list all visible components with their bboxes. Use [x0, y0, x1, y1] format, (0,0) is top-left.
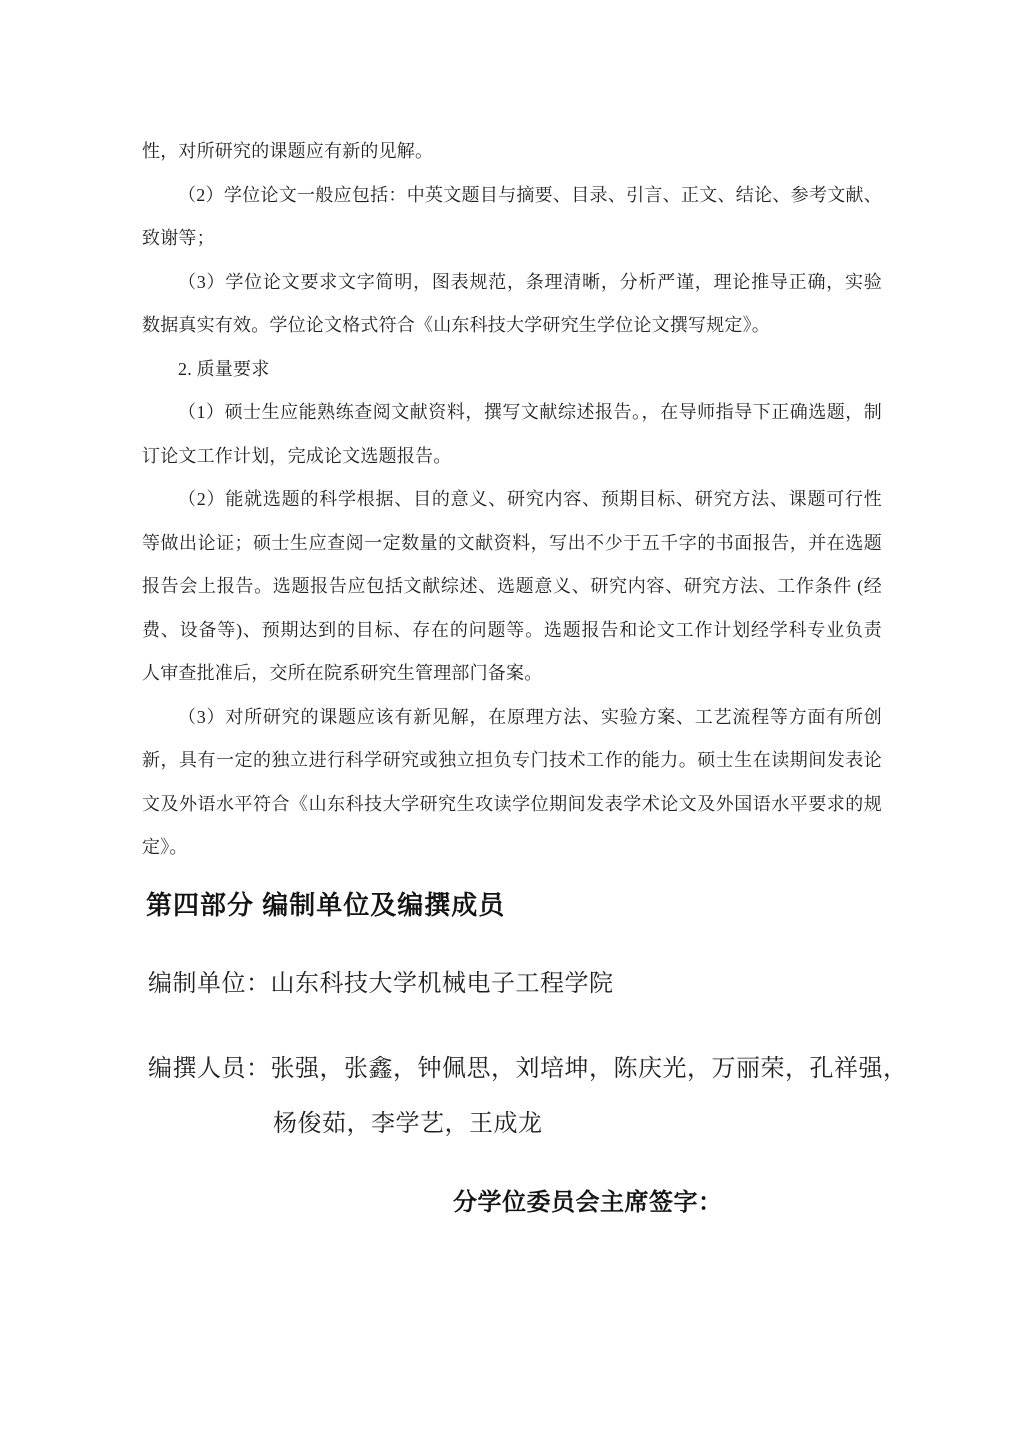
- paragraph-line: 文及外语水平符合《山东科技大学研究生攻读学位期间发表学术论文及外国语水平要求的规: [142, 793, 882, 814]
- list-heading-line: 2. 质量要求: [178, 358, 270, 379]
- paragraph-line: 数据真实有效。学位论文格式符合《山东科技大学研究生学位论文撰写规定》。: [142, 315, 770, 335]
- paragraph-line: 报告会上报告。选题报告应包括文献综述、选题意义、研究内容、研究方法、工作条件 (经: [142, 576, 882, 596]
- paragraph-line: 人审查批准后，交所在院系研究生管理部门备案。: [142, 663, 543, 683]
- paragraph-line: 致谢等；: [142, 228, 215, 248]
- paragraph-line: 性，对所研究的课题应有新的见解。: [142, 141, 434, 161]
- paragraph-line: （2）能就选题的科学根据、目的意义、研究内容、预期目标、研究方法、课题可行性: [178, 489, 882, 509]
- paragraph-line: （2）学位论文一般应包括：中英文题目与摘要、目录、引言、正文、结论、参考文献、: [178, 184, 882, 205]
- paragraph-line: （3）学位论文要求文字简明，图表规范，条理清晰，分析严谨，理论推导正确，实验: [178, 271, 882, 292]
- paragraph-line: 等做出论证；硕士生应查阅一定数量的文献资料，写出不少于五千字的书面报告，并在选题: [142, 532, 882, 553]
- compiling-unit-line: 编制单位：山东科技大学机械电子工程学院: [148, 971, 614, 997]
- paragraph-line: 定》。: [142, 837, 188, 857]
- members-block: [148, 1042, 908, 1152]
- signature-label: 分学位委员会主席签字：: [453, 1190, 723, 1216]
- body-paragraphs: [142, 130, 882, 870]
- paragraph-line: （3）对所研究的课题应该有新见解，在原理方法、实验方案、工艺流程等方面有所创: [178, 706, 882, 727]
- paragraph-line: （1）硕士生应能熟练查阅文献资料，撰写文献综述报告。，在导师指导下正确选题，制: [178, 402, 882, 422]
- members-line-1: 编撰人员：张强，张鑫，钟佩思，刘培坤，陈庆光，万丽荣，孔祥强，: [148, 1056, 908, 1082]
- paragraph-line: 费、设备等)、预期达到的目标、存在的问题等。选题报告和论文工作计划经学科专业负责: [142, 619, 882, 640]
- members-line-2: 杨俊茹，李学艺，王成龙: [273, 1111, 543, 1137]
- section-heading: 第四部分 编制单位及编撰成员: [146, 890, 506, 920]
- paragraph-line: 新，具有一定的独立进行科学研究或独立担负专门技术工作的能力。硕士生在读期间发表论: [142, 750, 882, 770]
- paragraph-line: 订论文工作计划，完成论文选题报告。: [142, 445, 452, 466]
